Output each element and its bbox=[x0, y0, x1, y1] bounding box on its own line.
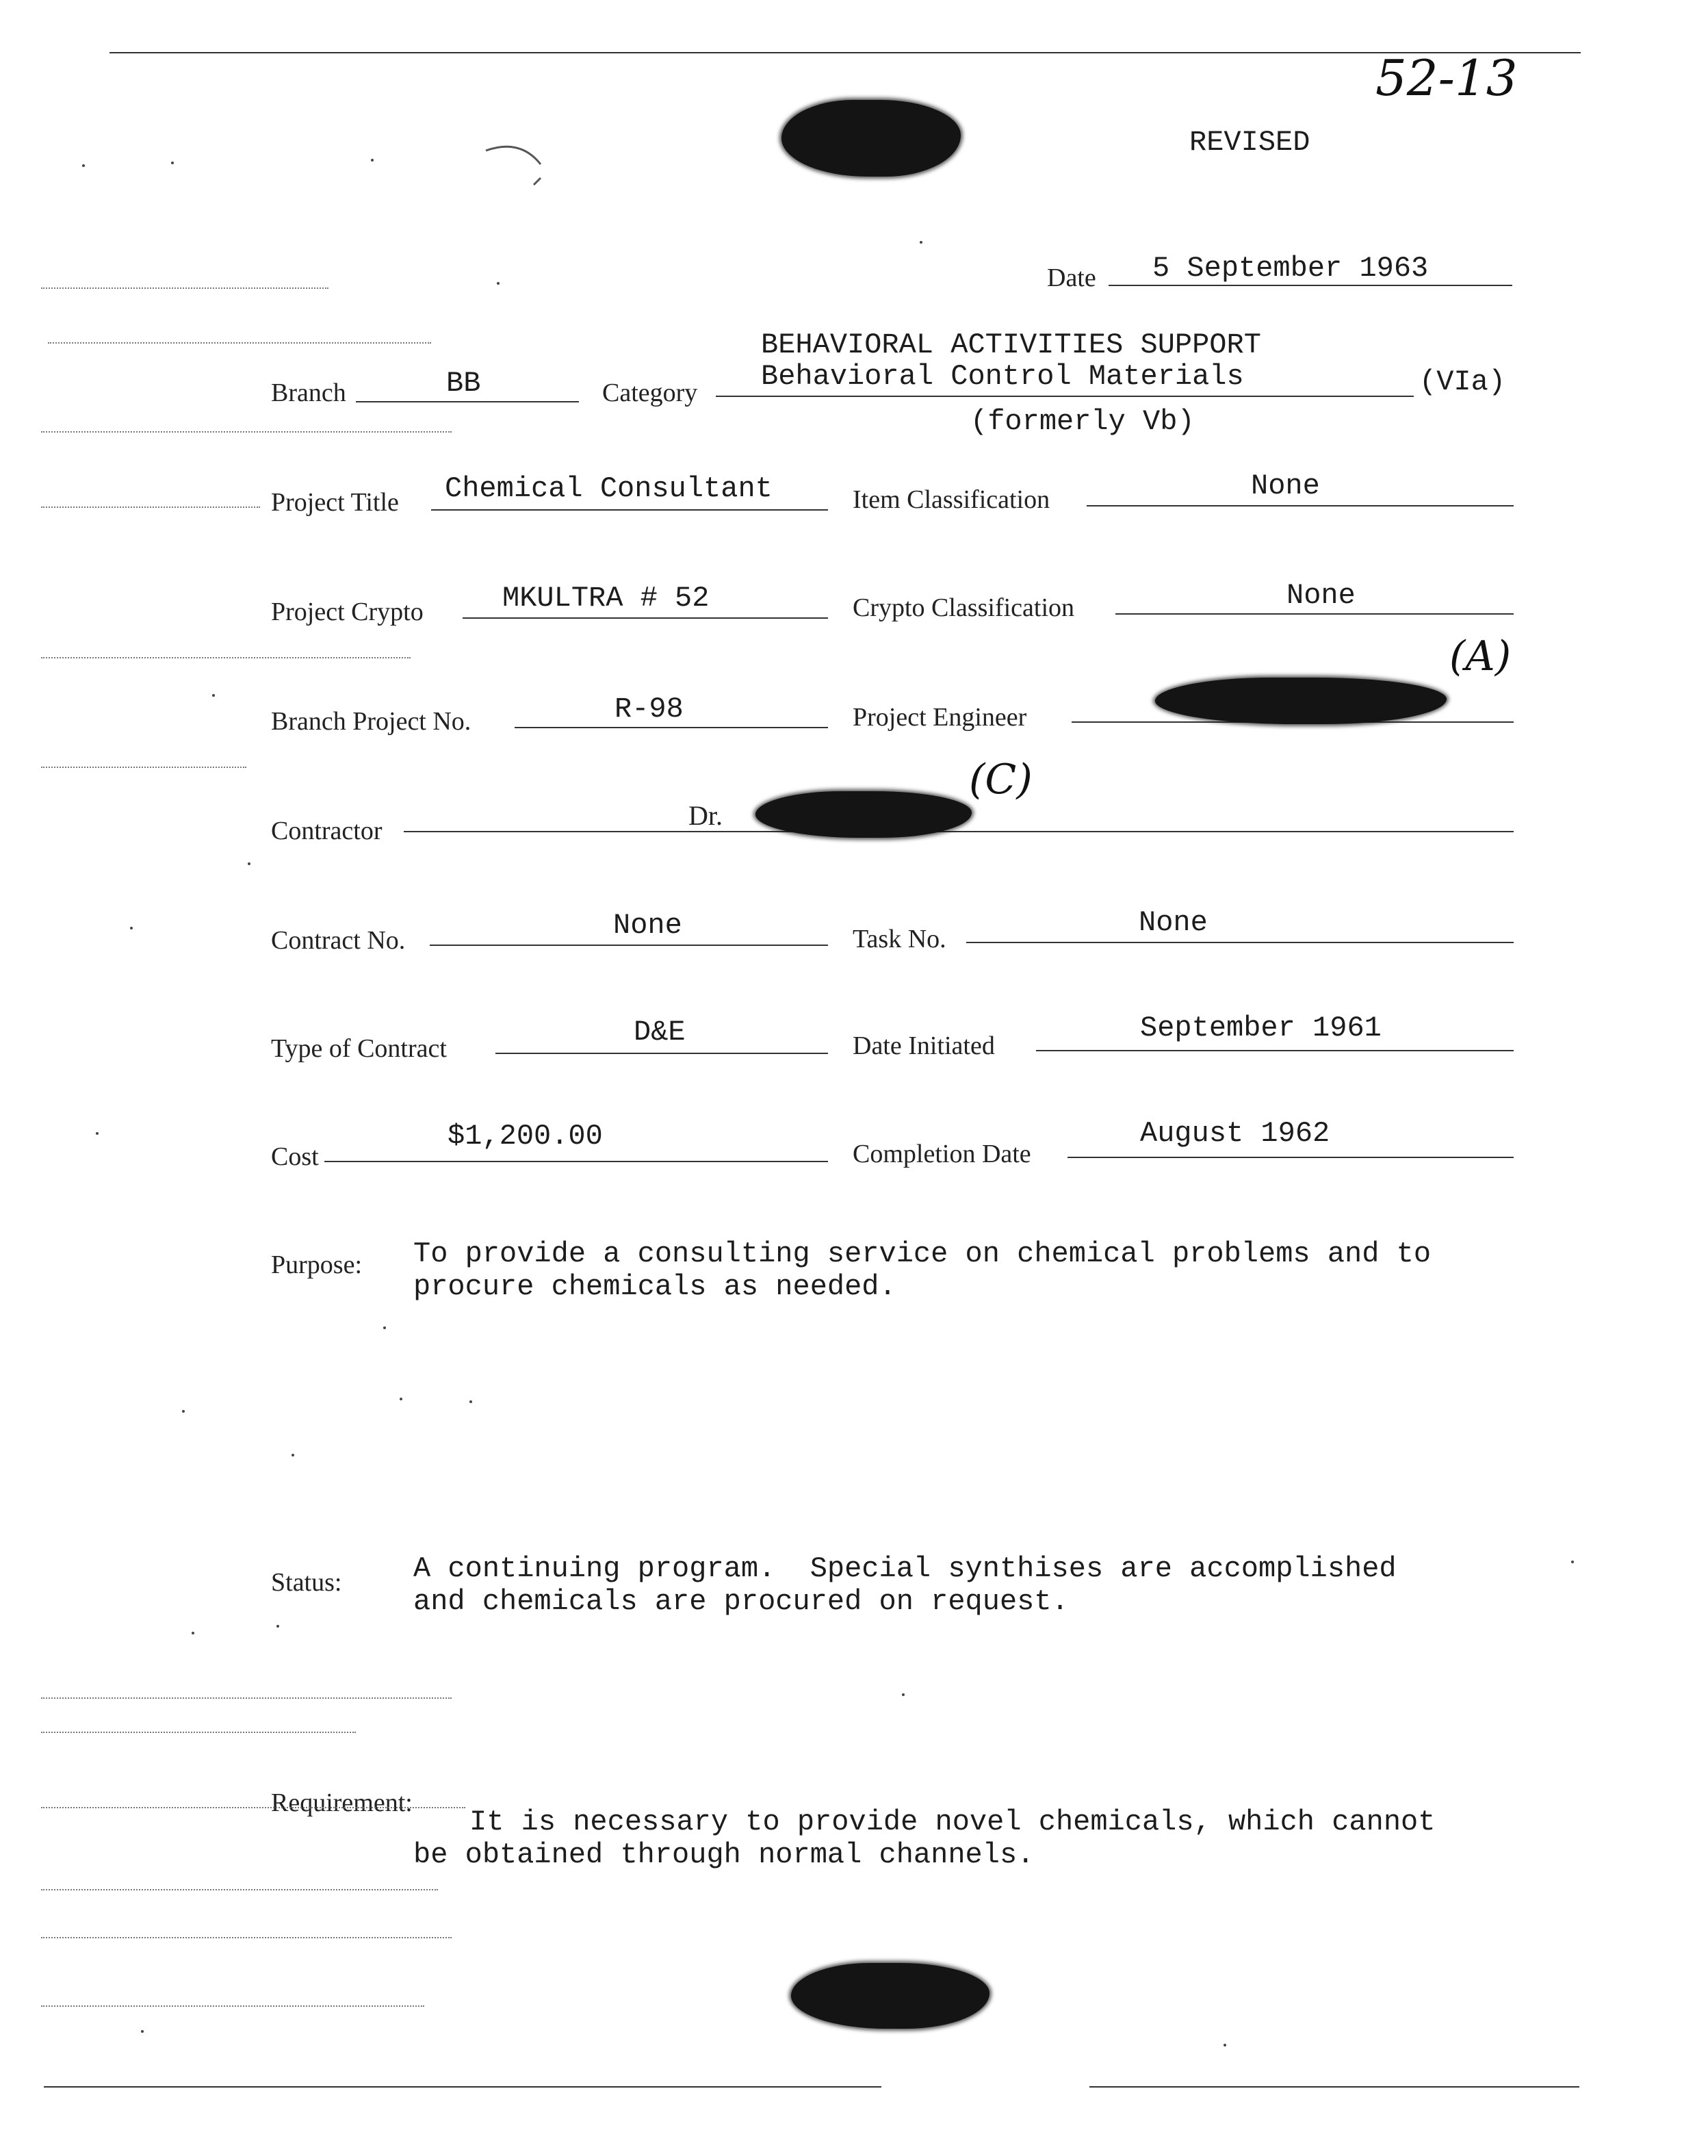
top-border bbox=[109, 52, 1581, 53]
contractor-label: Contractor bbox=[271, 817, 383, 845]
branch-underline bbox=[356, 401, 579, 402]
margin-noise bbox=[41, 287, 328, 289]
project-engineer-label: Project Engineer bbox=[853, 703, 1027, 732]
task-no-underline bbox=[966, 942, 1514, 943]
completion-date-underline bbox=[1068, 1157, 1514, 1158]
margin-noise bbox=[41, 1889, 438, 1890]
branch-value: BB bbox=[446, 367, 481, 400]
speck bbox=[1571, 1561, 1574, 1563]
category-note: (formerly Vb) bbox=[970, 405, 1195, 438]
margin-noise bbox=[41, 1937, 452, 1938]
requirement-line2: be obtained through normal channels. bbox=[413, 1838, 1035, 1871]
speck bbox=[182, 1410, 185, 1413]
speck bbox=[400, 1398, 402, 1400]
speck bbox=[248, 862, 250, 865]
margin-noise bbox=[48, 342, 431, 344]
project-title-value: Chemical Consultant bbox=[445, 472, 773, 505]
date-initiated-label: Date Initiated bbox=[853, 1031, 995, 1060]
project-crypto-underline bbox=[463, 617, 828, 619]
category-label: Category bbox=[602, 378, 698, 407]
date-initiated-underline bbox=[1036, 1050, 1514, 1051]
purpose-line2: procure chemicals as needed. bbox=[413, 1270, 896, 1303]
requirement-label: Requirement: bbox=[271, 1788, 413, 1817]
revised-stamp: REVISED bbox=[1189, 126, 1310, 159]
category-code: (VIa) bbox=[1419, 365, 1506, 398]
project-crypto-label: Project Crypto bbox=[271, 598, 424, 626]
project-engineer-mark: (A) bbox=[1449, 632, 1512, 680]
task-no-value: None bbox=[1139, 906, 1208, 939]
item-classification-underline bbox=[1087, 505, 1514, 506]
contract-no-value: None bbox=[613, 909, 682, 942]
speck bbox=[141, 2030, 144, 2033]
speck bbox=[276, 1625, 279, 1628]
speck bbox=[192, 1632, 194, 1634]
task-no-label: Task No. bbox=[853, 925, 946, 953]
type-of-contract-label: Type of Contract bbox=[271, 1034, 447, 1063]
speck bbox=[96, 1132, 99, 1135]
item-classification-value: None bbox=[1251, 470, 1320, 502]
margin-noise bbox=[41, 657, 411, 658]
speck bbox=[212, 694, 215, 697]
speck bbox=[371, 159, 374, 162]
branch-label: Branch bbox=[271, 378, 346, 407]
status-label: Status: bbox=[271, 1568, 342, 1597]
crypto-classification-value: None bbox=[1286, 579, 1356, 612]
category-line1: BEHAVIORAL ACTIVITIES SUPPORT bbox=[761, 329, 1261, 361]
status-line2: and chemicals are procured on request. bbox=[413, 1585, 1069, 1618]
margin-noise bbox=[41, 506, 260, 508]
speck bbox=[292, 1454, 294, 1456]
date-initiated-value: September 1961 bbox=[1140, 1012, 1382, 1044]
speck bbox=[920, 241, 922, 244]
speck bbox=[497, 282, 500, 285]
margin-noise bbox=[41, 1697, 452, 1699]
branch-project-no-value: R-98 bbox=[614, 693, 684, 726]
requirement-line1: It is necessary to provide novel chemicals, which cannot bbox=[469, 1806, 1436, 1838]
redaction-footer bbox=[791, 1963, 989, 2029]
category-code-value: VIa bbox=[1436, 365, 1488, 398]
redaction-header bbox=[781, 100, 961, 177]
contractor-mark: (C) bbox=[969, 756, 1033, 804]
cost-label: Cost bbox=[271, 1142, 319, 1171]
project-title-label: Project Title bbox=[271, 488, 399, 517]
bottom-border-right bbox=[1089, 2086, 1579, 2088]
speck bbox=[902, 1693, 905, 1696]
crypto-classification-label: Crypto Classification bbox=[853, 593, 1075, 622]
cost-value: $1,200.00 bbox=[448, 1120, 603, 1153]
margin-noise bbox=[41, 431, 452, 433]
stray-mark bbox=[479, 137, 554, 198]
bottom-border-left bbox=[44, 2086, 881, 2088]
margin-noise bbox=[41, 1732, 356, 1733]
date-value: 5 September 1963 bbox=[1152, 252, 1429, 285]
branch-project-no-label: Branch Project No. bbox=[271, 707, 471, 736]
handwritten-reference-number: 52-13 bbox=[1375, 49, 1518, 107]
speck bbox=[82, 164, 85, 167]
project-crypto-value: MKULTRA # 52 bbox=[502, 582, 710, 615]
speck bbox=[469, 1400, 472, 1403]
completion-date-value: August 1962 bbox=[1140, 1117, 1330, 1150]
speck bbox=[130, 927, 133, 929]
margin-noise bbox=[41, 767, 246, 768]
branch-project-no-underline bbox=[515, 727, 828, 728]
date-label: Date bbox=[1047, 264, 1096, 292]
category-underline bbox=[716, 396, 1414, 397]
completion-date-label: Completion Date bbox=[853, 1140, 1031, 1168]
date-underline bbox=[1109, 285, 1512, 286]
type-of-contract-value: D&E bbox=[634, 1016, 686, 1049]
category-line2: Behavioral Control Materials bbox=[761, 360, 1244, 393]
item-classification-label: Item Classification bbox=[853, 485, 1050, 514]
purpose-line1: To provide a consulting service on chemical problems and to bbox=[413, 1237, 1432, 1270]
margin-noise bbox=[41, 1807, 465, 1808]
margin-noise bbox=[41, 2005, 424, 2007]
type-of-contract-underline bbox=[495, 1053, 828, 1054]
speck bbox=[1224, 2044, 1226, 2046]
contractor-underline bbox=[404, 831, 1514, 832]
contract-no-underline bbox=[430, 945, 828, 946]
project-title-underline bbox=[431, 509, 828, 511]
redaction-contractor bbox=[755, 791, 972, 838]
speck bbox=[171, 162, 174, 164]
contractor-prefix: Dr. bbox=[688, 800, 723, 831]
purpose-label: Purpose: bbox=[271, 1250, 362, 1279]
cost-underline bbox=[324, 1161, 828, 1162]
contract-no-label: Contract No. bbox=[271, 926, 406, 955]
status-line1: A continuing program. Special synthises are accomplished bbox=[413, 1552, 1397, 1585]
crypto-classification-underline bbox=[1115, 613, 1514, 615]
speck bbox=[383, 1326, 386, 1329]
redaction-project-engineer bbox=[1155, 678, 1447, 724]
